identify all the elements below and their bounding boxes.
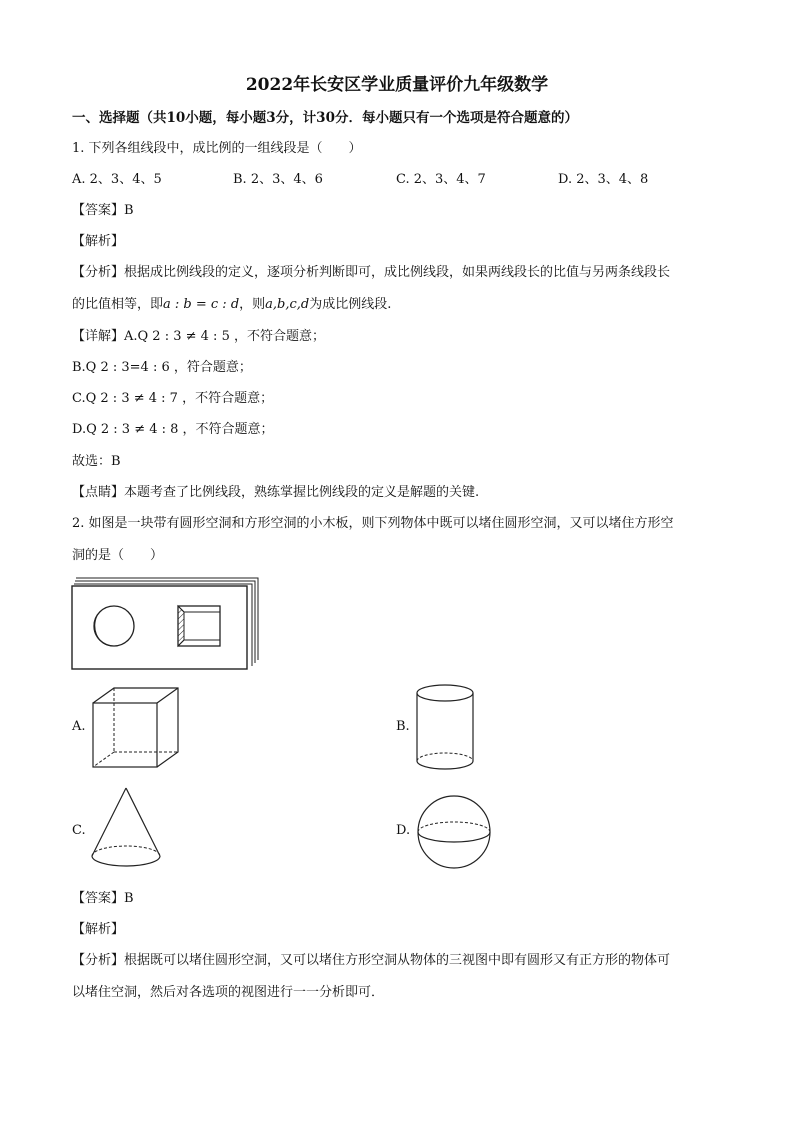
circular-hole [94,606,134,646]
q1-detail-c: C.Q 2 : 3 ≠ 4 : 7 ，不符合题意； [72,391,274,406]
q1-analysis-line-2 [72,296,391,314]
sphere-figure [414,794,494,870]
q2-stem-line-1: 2. 如图是一块带有圆形空洞和方形空洞的小木板，则下列物体中既可以堵住圆形空洞，又可以堵住方形空 [72,516,674,531]
q1-ratio-formula: a : b = c : d [163,297,240,312]
q2-analysis-line-2: 以堵住空洞，然后对各选项的视图进行一一分析即可． [72,985,385,1000]
q2-stem-line-2: 洞的是（ ） [72,548,164,563]
q1-comment: 【点睛】本题考查了比例线段，熟练掌握比例线段的定义是解题的关键. [72,485,480,500]
q1-choice: 故选：B [72,454,121,469]
q1-segment-variables: a,b,c,d [265,297,310,312]
q1-option-d: D. 2、3、4、8 [558,172,649,187]
cylinder-figure [414,683,476,773]
q1-stem: 1. 下列各组线段中，成比例的一组线段是（ ） [72,141,362,156]
q1-option-a: A. 2、3、4、5 [72,172,162,187]
q2-analysis-line-1: 【分析】根据既可以堵住圆形空洞，又可以堵住方形空洞从物体的三视图中即有圆形又有正方形的物体可 [72,953,671,968]
cube-figure [90,685,184,771]
section-heading: 一、选择题（共10小题，每小题3分，计30分．每小题只有一个选项是符合题意的） [72,110,578,126]
q1-detail-b: B.Q 2 : 3=4 : 6 ，符合题意； [72,360,252,375]
q1-analysis-text-b: ，则 [239,297,266,312]
q1-option-c: C. 2、3、4、7 [396,172,486,187]
q1-option-b: B. 2、3、4、6 [233,172,323,187]
q1-analysis-tag: 【解析】 [72,234,125,249]
board-with-holes-figure [70,574,262,672]
q1-analysis-text-a: 的比值相等，即 [72,297,164,312]
page-title: 2022年长安区学业质量评价九年级数学 [245,75,549,95]
q2-option-a-label: A. [72,719,86,734]
q2-answer: 【答案】B [72,891,134,906]
q2-option-d-label: D. [396,823,411,838]
q1-detail-a: 【详解】A.Q 2 : 3 ≠ 4 : 5 ，不符合题意； [72,329,325,344]
q2-analysis-tag: 【解析】 [72,922,125,937]
square-hole [178,606,220,646]
q1-analysis-line-1: 【分析】根据成比例线段的定义，逐项分析判断即可，成比例线段，如果两线段长的比值与另两条线段长 [72,265,671,280]
q1-analysis-text-c: 为成比例线段. [309,297,392,312]
cone-figure [88,786,164,876]
q2-option-c-label: C. [72,823,86,838]
q2-option-b-label: B. [396,719,410,734]
q1-detail-d: D.Q 2 : 3 ≠ 4 : 8 ，不符合题意； [72,422,274,437]
q1-answer: 【答案】B [72,203,134,218]
